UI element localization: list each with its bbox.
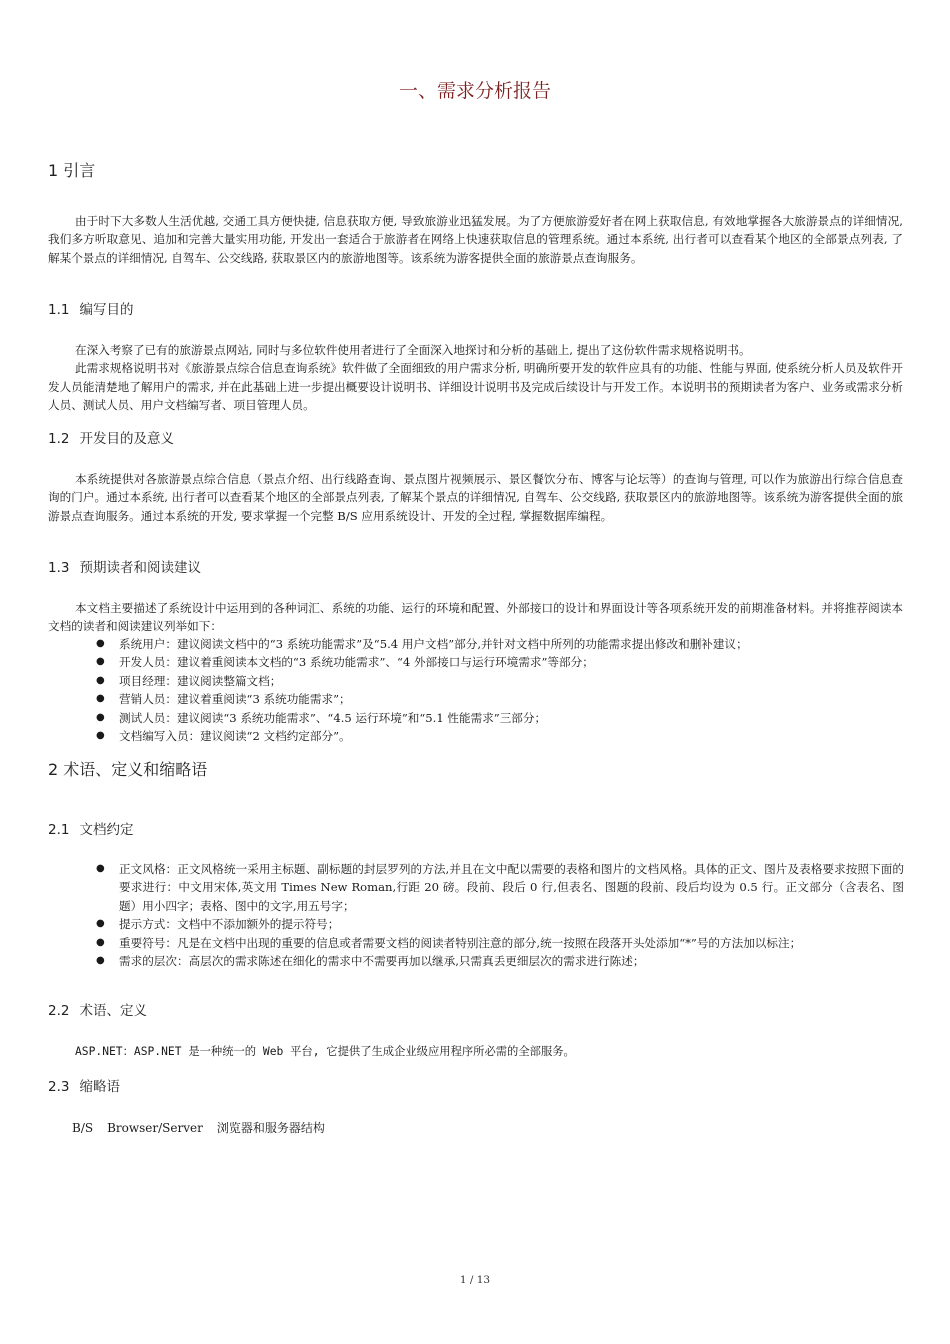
- section-heading-2-2: [48, 999, 147, 1019]
- purpose-block: [48, 341, 903, 415]
- section-number: 2.3: [48, 1079, 70, 1095]
- reader-suggestion-list: [96, 635, 904, 745]
- page-number: 1 / 13: [459, 1274, 491, 1286]
- section-label: 编写目的: [79, 302, 134, 318]
- section-label: 文档约定: [79, 822, 134, 838]
- conventions-list: [96, 860, 904, 970]
- readers-paragraph: 本文档主要描述了系统设计中运用到的各种词汇、系统的功能、运行的环境和配置、外部接口的设计和界面设计等各项系统开发的前期准备材料。并将推荐阅读本文档的读者和阅读建议列举如下：: [48, 601, 903, 634]
- list-item: ● 提示方式：文档中不添加额外的提示符号；: [96, 915, 904, 933]
- section-heading-2-1: [48, 818, 133, 838]
- section-label: 缩略语: [79, 1079, 120, 1095]
- list-item: ● 需求的层次：高层次的需求陈述在细化的需求中不需要再加以继承,只需真丢更细层次的需求进行陈述；: [96, 952, 904, 970]
- list-item: ● 营销人员：建议着重阅读“3 系统功能需求”；: [96, 690, 904, 708]
- section-heading-2: 2 术语、定义和缩略语: [48, 760, 208, 779]
- section-number: 1.1: [48, 302, 70, 318]
- abbreviation-full: Browser/Server: [107, 1121, 203, 1135]
- section-heading-1-3: [48, 556, 201, 576]
- purpose-paragraph-2: 此需求规格说明书对《旅游景点综合信息查询系统》软件做了全面细致的用户需求分析, 明确所要开发的软件应具有的功能、性能与界面, 使系统分析人员及软件开发人员能清楚地了解用户的需求, 并在此基础上进一步提出概要设计说明书、详细设计说明书及完成后续设计与开发工作。本说明书的预期读者为客户、业务或需求分析人员、测试人员、用户文档编写者、项目管理人员。: [48, 361, 903, 413]
- section-number: 2.2: [48, 1003, 70, 1019]
- section-label: 开发目的及意义: [79, 431, 174, 447]
- list-item: ● 系统用户：建议阅读文档中的“3 系统功能需求”及“5.4 用户文档”部分,并针对文档中所列的功能需求提出修改和删补建议；: [96, 635, 904, 653]
- section-number: 1.3: [48, 560, 70, 576]
- section-heading-1: 1 引言: [48, 161, 96, 180]
- section-number: 2.1: [48, 822, 70, 838]
- section-label: 术语、定义: [79, 1003, 147, 1019]
- list-item: ● 项目经理：建议阅读整篇文档；: [96, 672, 904, 690]
- terms-definition: ASP.NET：ASP.NET 是一种统一的 Web 平台, 它提供了生成企业级应用程序所必需的全部服务。: [75, 1045, 575, 1058]
- section-heading-1-2: [48, 427, 174, 447]
- list-item: ● 开发人员：建议着重阅读本文档的“3 系统功能需求”、“4 外部接口与运行环境需求”等部分；: [96, 653, 904, 671]
- abbreviation-row: [72, 1119, 339, 1136]
- list-item: ● 重要符号：凡是在文档中出现的重要的信息或者需要文档的阅读者特别注意的部分,统一按照在段落开头处添加“*”号的方法加以标注；: [96, 934, 904, 952]
- section-number: 1.2: [48, 431, 70, 447]
- page-title: 一、需求分析报告: [398, 80, 551, 102]
- section-label: 预期读者和阅读建议: [79, 560, 201, 576]
- abbreviation-description: 浏览器和服务器结构: [216, 1121, 325, 1135]
- list-item: ● 测试人员：建议阅读“3 系统功能需求”、“4.5 运行环境”和“5.1 性能需求”三部分；: [96, 709, 904, 727]
- list-item: ● 文档编写入员：建议阅读“2 文档约定部分”。: [96, 727, 904, 745]
- purpose-paragraph-1: 在深入考察了已有的旅游景点网站, 同时与多位软件使用者进行了全面深入地探讨和分析的基础上, 提出了这份软件需求规格说明书。: [75, 343, 751, 357]
- significance-paragraph: 本系统提供对各旅游景点综合信息（景点介绍、出行线路查询、景点图片视频展示、景区餐饮分布、博客与论坛等）的查询与管理, 可以作为旅游出行综合信息查询的门户。通过本系统, 出行者可以查看某个地区的全部景点列表, 了解某个景点的详细情况, 自驾车、公交线路, 获取景区内的旅游地图等。该系统为游客提供全面的旅游景点查询服务。通过本系统的开发, 要求掌握一个完整 B/S 应用系统设计、开发的全过程, 掌握数据库编程。: [48, 472, 903, 523]
- section-heading-1-1: [48, 298, 133, 318]
- abbreviation: B/S: [72, 1121, 94, 1135]
- list-item: ● 正文风格：正文风格统一采用主标题、副标题的封层罗列的方法,并且在文中配以需要的表格和图片的文档风格。具体的正文、图片及表格要求按照下面的要求进行：中文用宋体,英文用 Times New Roman,行距 20 磅。段前、段后 0 行,但表名、图题的段前、段后均设为 0.5 行。正文部分（含表名、图题）用小四字；表格、图中的文字,用五号字；: [96, 860, 904, 915]
- intro-paragraph: 由于时下大多数人生活优越, 交通工具方便快捷, 信息获取方便, 导致旅游业迅猛发展。为了方便旅游爱好者在网上获取信息, 有效地掌握各大旅游景点的详细情况, 我们多方听取意见、追加和完善大量实用功能, 开发出一套适合于旅游者在网络上快速获取信息的管理系统。通过本系统, 出行者可以查看某个地区的全部景点列表, 了解某个景点的详细情况, 自驾车、公交线路, 获取景区内的旅游地图等。该系统为游客提供全面的旅游景点查询服务。: [48, 214, 903, 265]
- section-heading-2-3: [48, 1075, 120, 1095]
